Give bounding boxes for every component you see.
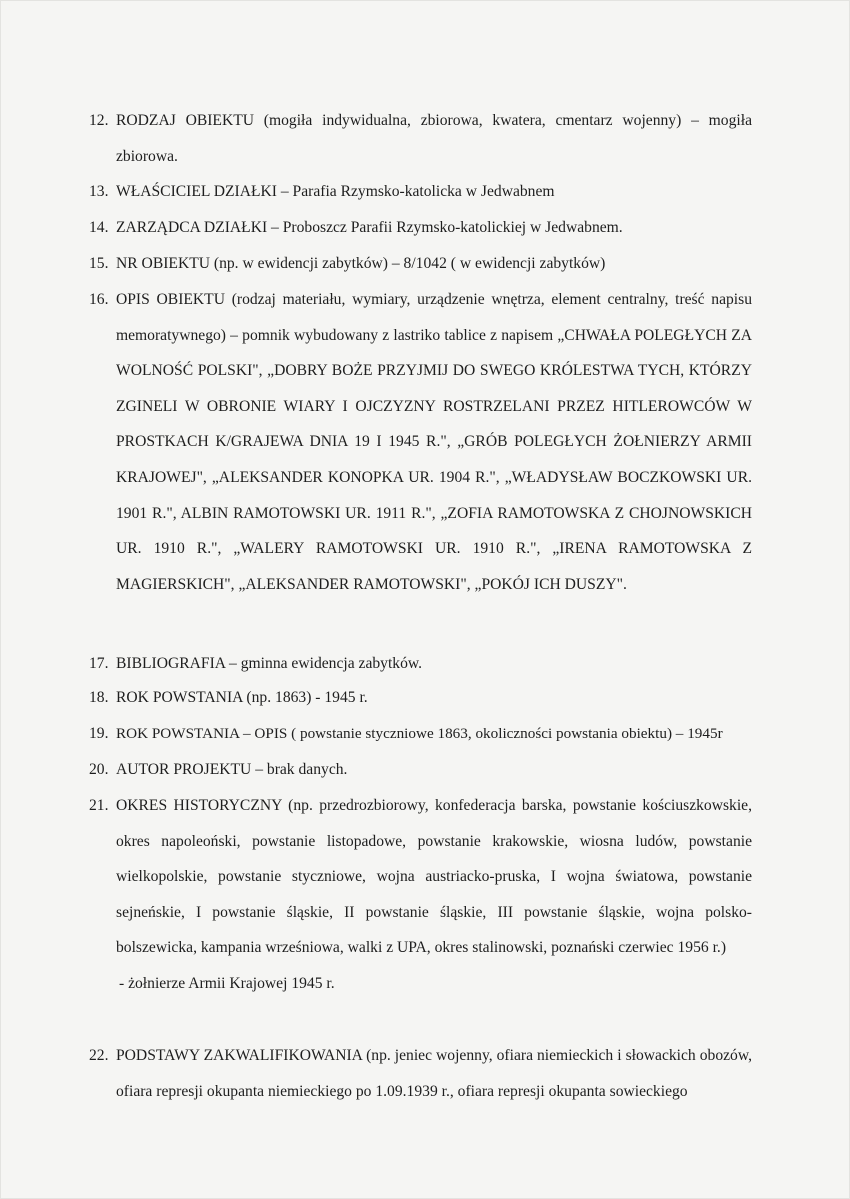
item-number: 13. xyxy=(89,183,109,200)
list-item-17 xyxy=(89,646,752,682)
item-continuation: - żołnierze Armii Krajowej 1945 r. xyxy=(119,974,335,992)
list-item-20 xyxy=(89,752,752,788)
item-text: RODZAJ OBIEKTU (mogiła indywidualna, zbiorowa, kwatera, cmentarz wojenny) – mogiła zbiorowa. xyxy=(116,112,752,165)
item-number: 18. xyxy=(89,689,109,706)
item-text: BIBLIOGRAFIA – gminna ewidencja zabytków. xyxy=(116,655,423,672)
item-number: 21. xyxy=(89,797,109,814)
item-text: ROK POWSTANIA – OPIS ( powstanie styczniowe 1863, okoliczności powstania obiektu) – 1945r xyxy=(116,725,723,742)
list-item-22 xyxy=(89,1038,752,1109)
item-number: 17. xyxy=(89,655,109,672)
item-text: OKRES HISTORYCZNY (np. przedrozbiorowy, konfederacja barska, powstanie kościuszkowskie, okres napoleoński, powstanie listopadowe, powstanie krakowskie, wiosna ludów, powstanie wielkopolskie, powstanie styczniowe, wojna austriacko-pruska, I wojna światowa, powstanie sejneńskie, I powstanie śląskie, II powstanie śląskie, III powstanie śląskie, wojna polsko-bolszewicka, kampania wrześniowa, walki z UPA, okres stalinowski, poznański czerwiec 1956 r.) xyxy=(116,797,752,957)
item-number: 15. xyxy=(89,255,109,272)
item-text: OPIS OBIEKTU (rodzaj materiału, wymiary, urządzenie wnętrza, element centralny, treść napisu memoratywnego) – pomnik wybudowany z lastriko tablice z napisem „CHWAŁA POLEGŁYCH ZA WOLNOŚĆ POLSKI", „DOBRY BOŻE PRZYJMIJ DO SWEGO KRÓLESTWA TYCH, KTÓRZY ZGINELI W OBRONIE WIARY I OJCZYZNY ROSTRZELANI PRZEZ HITLEROWCÓW W PROSTKACH K/GRAJEWA DNIA 19 I 1945 R.", „GRÓB POLEGŁYCH ŻOŁNIERZY ARMII KRAJOWEJ", „ALEKSANDER KONOPKA UR. 1904 R.", „WŁADYSŁAW BOCZKOWSKI UR. 1901 R.", ALBIN RAMOTOWSKI UR. 1911 R.", „ZOFIA RAMOTOWSKA Z CHOJNOWSKICH UR. 1910 R.", „WALERY RAMOTOWSKI UR. 1910 R.", „IRENA RAMOTOWSKA Z MAGIERSKICH", „ALEKSANDER RAMOTOWSKI", „POKÓJ ICH DUSZY". xyxy=(116,291,752,593)
item-text: AUTOR PROJEKTU – brak danych. xyxy=(116,761,348,778)
list-item-12 xyxy=(89,103,752,174)
item-number: 19. xyxy=(89,725,109,742)
item-number: 22. xyxy=(89,1047,109,1064)
item-number: 16. xyxy=(89,291,109,308)
item-text: NR OBIEKTU (np. w ewidencji zabytków) – 8/1042 ( w ewidencji zabytków) xyxy=(116,255,606,272)
item-number: 14. xyxy=(89,219,109,236)
item-text: ROK POWSTANIA (np. 1863) - 1945 r. xyxy=(116,689,368,706)
item-text: PODSTAWY ZAKWALIFIKOWANIA (np. jeniec wojenny, ofiara niemieckich i słowackich obozów, ofiara represji okupanta niemieckiego po 1.09.1939 r., ofiara represji okupanta sowieckiego xyxy=(116,1047,752,1100)
list-item-21 xyxy=(89,788,752,1002)
list-item-14 xyxy=(89,210,752,246)
item-number: 20. xyxy=(89,761,109,778)
list-item-18 xyxy=(89,680,752,716)
list-item-19 xyxy=(89,716,752,752)
list-item-16 xyxy=(89,282,752,602)
item-text: WŁAŚCICIEL DZIAŁKI – Parafia Rzymsko-katolicka w Jedwabnem xyxy=(116,183,555,200)
item-number: 12. xyxy=(89,112,109,129)
item-text: ZARZĄDCA DZIAŁKI – Proboszcz Parafii Rzymsko-katolickiej w Jedwabnem. xyxy=(116,219,623,236)
list-item-13 xyxy=(89,174,752,210)
list-item-15 xyxy=(89,246,752,282)
